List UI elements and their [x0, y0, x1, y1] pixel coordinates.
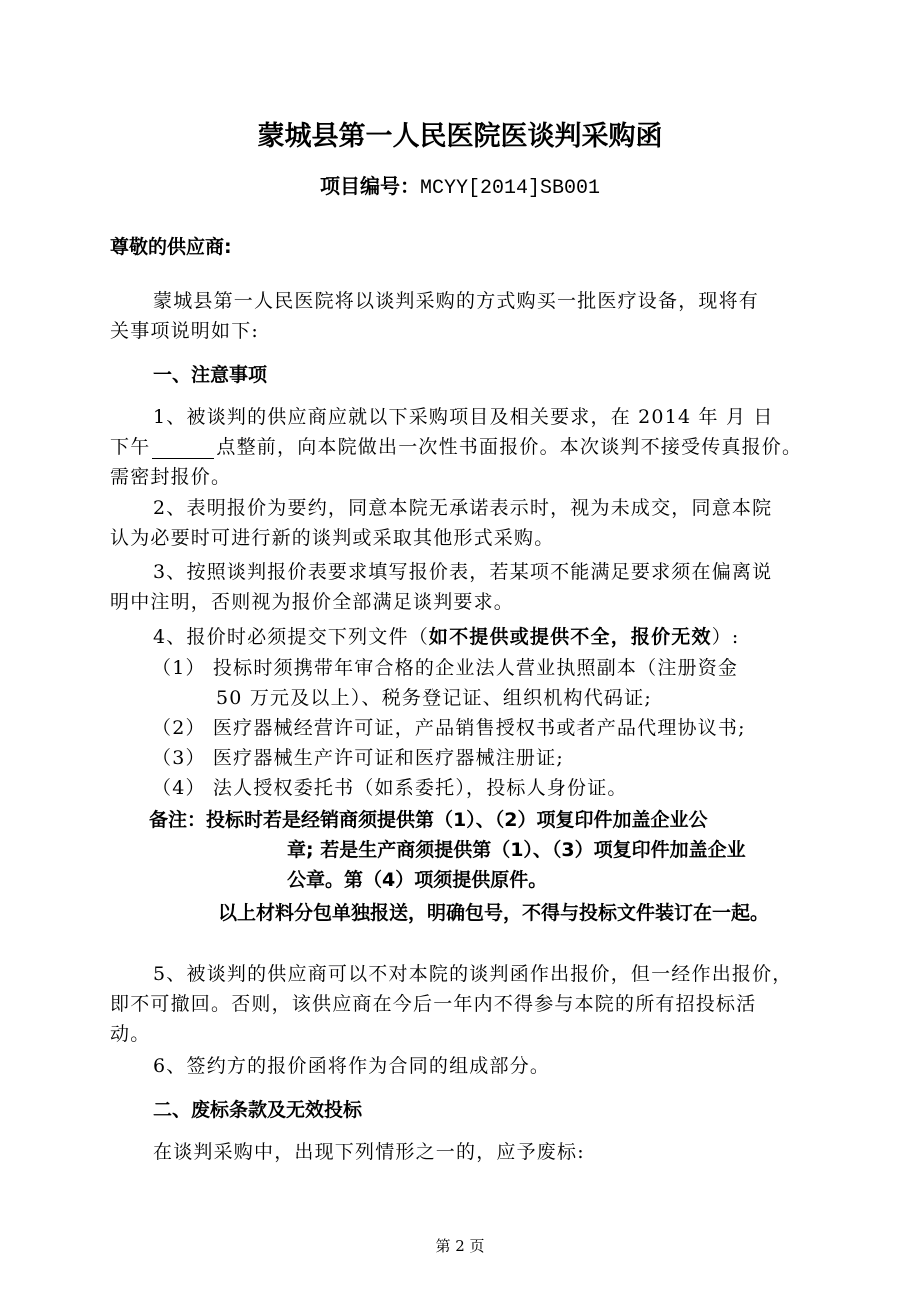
section-2-heading: 二、废标条款及无效投标 — [153, 1099, 363, 1121]
item-1-suffix: 点整前，向本院做出一次性书面报价。本次谈判不接受传真报价。 — [216, 436, 803, 458]
sub-item-1-line-b: 50 万元及以上）、税务登记证、组织机构代码证; — [216, 687, 652, 709]
intro-line-1: 蒙城县第一人民医院将以谈判采购的方式购买一批医疗设备，现将有 — [153, 290, 760, 312]
note-line-4: 以上材料分包单独报送，明确包号，不得与投标文件装订在一起。 — [218, 902, 770, 924]
project-number-label: 项目编号： — [319, 174, 420, 198]
item-1-line-b — [110, 432, 802, 459]
page-number-footer: 第 2 页 — [435, 1237, 485, 1255]
item-4-end: ）: — [711, 626, 740, 648]
note-line-2: 章; 若是生产商须提供第（1）、（3）项复印件加盖企业 — [287, 839, 746, 861]
item-3-line-b: 明中注明，否则视为报价全部满足谈判要求。 — [110, 591, 515, 613]
item-4-line — [153, 622, 740, 649]
document-title: 蒙城县第一人民医院医谈判采购函 — [257, 121, 663, 152]
project-number-code: MCYY[2014]SB001 — [419, 177, 601, 200]
item-4-emphasis: 如不提供或提供不全，报价无效 — [428, 626, 712, 648]
item-1-line-c: 需密封报价。 — [110, 466, 232, 488]
item-5-line-a: 5、被谈判的供应商可以不对本院的谈判函作出报价，但一经作出报价， — [153, 963, 793, 985]
item-1-line-a: 1、被谈判的供应商应就以下采购项目及相关要求，在 2014 年 月 日 — [153, 406, 774, 428]
item-4-lead: 4、报价时必须提交下列文件（ — [153, 626, 429, 648]
project-number — [0, 170, 920, 200]
item-5-line-b: 即不可撤回。否则，该供应商在今后一年内不得参与本院的所有招投标活 — [110, 993, 757, 1015]
time-blank-underline — [152, 439, 214, 459]
intro-line-2: 关事项说明如下: — [110, 320, 260, 342]
section-2-intro: 在谈判采购中，出现下列情形之一的，应予废标: — [153, 1141, 585, 1163]
note-line-3: 公章。第（4）项须提供原件。 — [287, 869, 548, 891]
note-line-1: 备注：投标时若是经销商须提供第（1）、（2）项复印件加盖企业公 — [149, 809, 708, 831]
item-6: 6、签约方的报价函将作为合同的组成部分。 — [153, 1055, 551, 1077]
item-3-line-a: 3、按照谈判报价表要求填写报价表，若某项不能满足要求须在偏离说 — [153, 561, 773, 583]
item-5-line-c: 动。 — [110, 1023, 151, 1045]
section-1-heading: 一、注意事项 — [153, 364, 268, 386]
sub-item-2: （2） 医疗器械经营许可证，产品销售授权书或者产品代理协议书; — [152, 717, 746, 739]
sub-item-3: （3） 医疗器械生产许可证和医疗器械注册证; — [152, 747, 564, 769]
item-1-prefix: 下午 — [110, 436, 151, 458]
sub-item-4: （4） 法人授权委托书（如系委托），投标人身份证。 — [152, 777, 628, 799]
item-2-line-a: 2、表明报价为要约，同意本院无承诺表示时，视为未成交，同意本院 — [153, 497, 773, 519]
sub-item-1-line-a: （1） 投标时须携带年审合格的企业法人营业执照副本（注册资金 — [152, 657, 739, 679]
salutation: 尊敬的供应商: — [110, 236, 232, 258]
item-2-line-b: 认为必要时可进行新的谈判或采取其他形式采购。 — [110, 527, 555, 549]
